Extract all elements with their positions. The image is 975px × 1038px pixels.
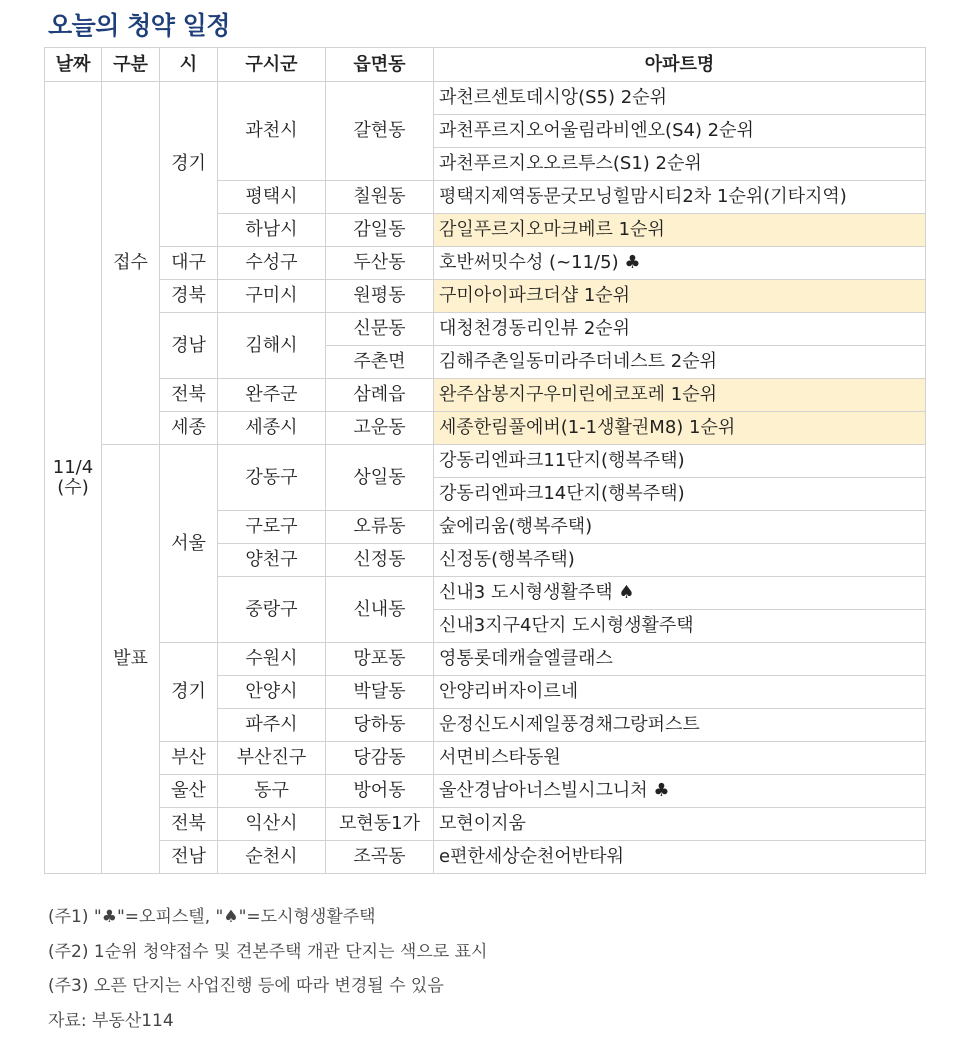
district-cell: 안양시 [218, 676, 326, 709]
town-cell: 신문동 [326, 313, 434, 346]
district-cell: 과천시 [218, 82, 326, 181]
district-cell: 익산시 [218, 808, 326, 841]
district-cell: 순천시 [218, 841, 326, 874]
header-date: 날짜 [45, 48, 102, 82]
subscription-schedule-table [44, 47, 926, 874]
apartment-cell: 세종한림풀에버(1-1생활권M8) 1순위 [434, 412, 926, 445]
town-cell: 신내동 [326, 577, 434, 643]
table-row [45, 412, 926, 445]
district-cell: 평택시 [218, 181, 326, 214]
district-cell: 세종시 [218, 412, 326, 445]
table-header-row [45, 48, 926, 82]
category-cell: 발표 [102, 445, 160, 874]
apartment-cell: 김해주촌일동미라주더네스트 2순위 [434, 346, 926, 379]
apartment-cell: 평택지제역동문굿모닝힐맘시티2차 1순위(기타지역) [434, 181, 926, 214]
table-row [45, 247, 926, 280]
date-day: 11/4 [53, 457, 93, 478]
header-category: 구분 [102, 48, 160, 82]
apartment-cell: 영통롯데캐슬엘클래스 [434, 643, 926, 676]
district-cell: 김해시 [218, 313, 326, 379]
city-cell: 울산 [160, 775, 218, 808]
city-cell: 부산 [160, 742, 218, 775]
town-cell: 방어동 [326, 775, 434, 808]
town-cell: 조곡동 [326, 841, 434, 874]
apartment-cell: 호반써밋수성 (~11/5) ♣ [434, 247, 926, 280]
town-cell: 당하동 [326, 709, 434, 742]
district-cell: 강동구 [218, 445, 326, 511]
apartment-cell: 울산경남아너스빌시그니처 ♣ [434, 775, 926, 808]
district-cell: 양천구 [218, 544, 326, 577]
page-title: 오늘의 청약 일정 [48, 6, 230, 42]
footnotes [48, 900, 487, 1038]
town-cell: 감일동 [326, 214, 434, 247]
town-cell: 고운동 [326, 412, 434, 445]
apartment-cell: 대청천경동리인뷰 2순위 [434, 313, 926, 346]
apartment-cell: 감일푸르지오마크베르 1순위 [434, 214, 926, 247]
city-cell: 경남 [160, 313, 218, 379]
district-cell: 하남시 [218, 214, 326, 247]
apartment-cell: 완주삼봉지구우미린에코포레 1순위 [434, 379, 926, 412]
town-cell: 상일동 [326, 445, 434, 511]
date-weekday: (수) [57, 477, 88, 498]
district-cell: 부산진구 [218, 742, 326, 775]
table-row [45, 808, 926, 841]
district-cell: 수원시 [218, 643, 326, 676]
table-row [45, 379, 926, 412]
apartment-cell: 과천르센토데시앙(S5) 2순위 [434, 82, 926, 115]
header-city: 시 [160, 48, 218, 82]
town-cell: 모현동1가 [326, 808, 434, 841]
city-cell: 경북 [160, 280, 218, 313]
apartment-cell: 숲에리움(행복주택) [434, 511, 926, 544]
table-row [45, 742, 926, 775]
city-cell: 서울 [160, 445, 218, 643]
table-row [45, 445, 926, 478]
district-cell: 완주군 [218, 379, 326, 412]
table-row [45, 313, 926, 346]
city-cell: 전북 [160, 808, 218, 841]
header-town: 읍면동 [326, 48, 434, 82]
town-cell: 주촌면 [326, 346, 434, 379]
date-cell [45, 82, 102, 874]
apartment-cell: 과천푸르지오오르투스(S1) 2순위 [434, 148, 926, 181]
footnote-3: (주3) 오픈 단지는 사업진행 등에 따라 변경될 수 있음 [48, 969, 487, 1004]
district-cell: 중랑구 [218, 577, 326, 643]
town-cell: 망포동 [326, 643, 434, 676]
apartment-cell: 모현이지움 [434, 808, 926, 841]
town-cell: 오류동 [326, 511, 434, 544]
apartment-cell: 강동리엔파크11단지(행복주택) [434, 445, 926, 478]
apartment-cell: 서면비스타동원 [434, 742, 926, 775]
apartment-cell: 구미아이파크더샵 1순위 [434, 280, 926, 313]
town-cell: 칠원동 [326, 181, 434, 214]
town-cell: 삼례읍 [326, 379, 434, 412]
city-cell: 경기 [160, 82, 218, 247]
table-row [45, 82, 926, 115]
city-cell: 세종 [160, 412, 218, 445]
city-cell: 대구 [160, 247, 218, 280]
town-cell: 두산동 [326, 247, 434, 280]
town-cell: 갈현동 [326, 82, 434, 181]
district-cell: 파주시 [218, 709, 326, 742]
table-row [45, 775, 926, 808]
apartment-cell: e편한세상순천어반타워 [434, 841, 926, 874]
town-cell: 원평동 [326, 280, 434, 313]
town-cell: 당감동 [326, 742, 434, 775]
district-cell: 구미시 [218, 280, 326, 313]
city-cell: 전남 [160, 841, 218, 874]
apartment-cell: 안양리버자이르네 [434, 676, 926, 709]
header-district: 구시군 [218, 48, 326, 82]
district-cell: 구로구 [218, 511, 326, 544]
town-cell: 박달동 [326, 676, 434, 709]
district-cell: 수성구 [218, 247, 326, 280]
town-cell: 신정동 [326, 544, 434, 577]
apartment-cell: 신정동(행복주택) [434, 544, 926, 577]
header-apartment: 아파트명 [434, 48, 926, 82]
category-cell: 접수 [102, 82, 160, 445]
apartment-cell: 과천푸르지오어울림라비엔오(S4) 2순위 [434, 115, 926, 148]
apartment-cell: 신내3지구4단지 도시형생활주택 [434, 610, 926, 643]
city-cell: 전북 [160, 379, 218, 412]
footnote-2: (주2) 1순위 청약접수 및 견본주택 개관 단지는 색으로 표시 [48, 935, 487, 970]
table-row [45, 280, 926, 313]
apartment-cell: 신내3 도시형생활주택 ♠ [434, 577, 926, 610]
table-row [45, 643, 926, 676]
district-cell: 동구 [218, 775, 326, 808]
apartment-cell: 강동리엔파크14단지(행복주택) [434, 478, 926, 511]
footnote-1: (주1) "♣"=오피스텔, "♠"=도시형생활주택 [48, 900, 487, 935]
source-note: 자료: 부동산114 [48, 1004, 487, 1038]
table-row [45, 841, 926, 874]
city-cell: 경기 [160, 643, 218, 742]
apartment-cell: 운정신도시제일풍경채그랑퍼스트 [434, 709, 926, 742]
